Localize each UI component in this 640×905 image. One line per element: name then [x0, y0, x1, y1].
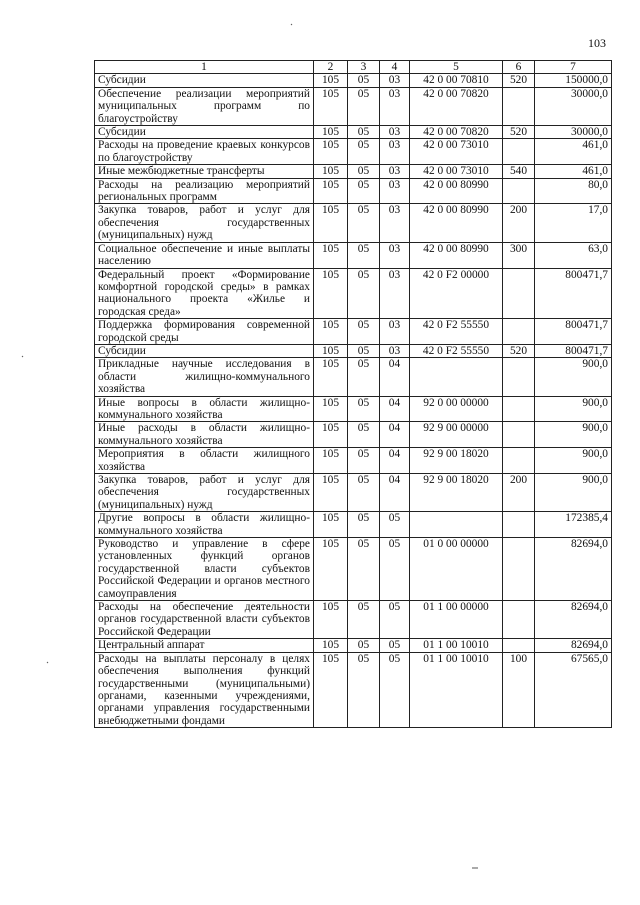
column-header: 3: [348, 61, 380, 74]
table-cell: 105: [314, 268, 348, 319]
table-cell: [410, 358, 503, 396]
table-row: [95, 139, 612, 165]
table-cell: [503, 87, 535, 125]
table-row: [95, 204, 612, 242]
table-row: [95, 242, 612, 268]
table-cell: [503, 178, 535, 204]
table-cell: [503, 268, 535, 319]
table-cell: 05: [348, 268, 380, 319]
table-cell: 05: [380, 601, 410, 639]
table-cell: 92 9 00 00000: [410, 422, 503, 448]
table-cell: 04: [380, 358, 410, 396]
table-cell: [503, 601, 535, 639]
table-cell: 30000,0: [535, 126, 612, 139]
table-row: [95, 268, 612, 319]
table-cell: 150000,0: [535, 74, 612, 87]
table-cell: 03: [380, 319, 410, 345]
table-cell: 63,0: [535, 242, 612, 268]
table-cell: 05: [348, 242, 380, 268]
table-row: [95, 601, 612, 639]
column-header: 1: [95, 61, 314, 74]
table-cell: 100: [503, 652, 535, 727]
table-cell: 03: [380, 178, 410, 204]
table-cell: 05: [348, 422, 380, 448]
table-cell: [503, 538, 535, 601]
scan-speck: [22, 356, 23, 357]
table-cell: 80,0: [535, 178, 612, 204]
table-cell: 05: [348, 538, 380, 601]
table-cell: 520: [503, 344, 535, 357]
table-cell: Иные межбюджетные трансферты: [95, 165, 314, 178]
table-cell: 900,0: [535, 448, 612, 474]
table-cell: 105: [314, 448, 348, 474]
table-cell: [503, 422, 535, 448]
table-cell: 01 1 00 10010: [410, 652, 503, 727]
table-cell: 105: [314, 178, 348, 204]
table-cell: 67565,0: [535, 652, 612, 727]
table-cell: [503, 512, 535, 538]
table-cell: 900,0: [535, 474, 612, 512]
column-header: 4: [380, 61, 410, 74]
table-cell: 01 1 00 10010: [410, 639, 503, 652]
table-row: [95, 538, 612, 601]
table-cell: 04: [380, 474, 410, 512]
table-cell: 900,0: [535, 422, 612, 448]
table-cell: 520: [503, 74, 535, 87]
table-cell: Поддержка формирования современной городской среды: [95, 319, 314, 345]
scan-speck: [291, 24, 292, 25]
table-cell: 105: [314, 358, 348, 396]
table-cell: Расходы на обеспечение деятельности органов государственной власти субъектов Российской Федерации: [95, 601, 314, 639]
table-cell: 82694,0: [535, 639, 612, 652]
table-cell: Прикладные научные исследования в области жилищно-коммунального хозяйства: [95, 358, 314, 396]
table-cell: 105: [314, 165, 348, 178]
table-row: [95, 178, 612, 204]
table-cell: 300: [503, 242, 535, 268]
table-cell: 42 0 00 70810: [410, 74, 503, 87]
table-cell: 42 0 00 73010: [410, 165, 503, 178]
table-cell: Расходы на проведение краевых конкурсов по благоустройству: [95, 139, 314, 165]
table-cell: [503, 396, 535, 422]
column-header: 6: [503, 61, 535, 74]
table-cell: 82694,0: [535, 601, 612, 639]
table-row: [95, 165, 612, 178]
table-cell: 105: [314, 601, 348, 639]
table-row: [95, 512, 612, 538]
table-cell: 800471,7: [535, 344, 612, 357]
table-cell: 17,0: [535, 204, 612, 242]
table-cell: Субсидии: [95, 344, 314, 357]
table-cell: 105: [314, 319, 348, 345]
table-cell: 800471,7: [535, 268, 612, 319]
table-cell: 05: [348, 396, 380, 422]
table-cell: Иные вопросы в области жилищно-коммунального хозяйства: [95, 396, 314, 422]
table-cell: 42 0 00 70820: [410, 126, 503, 139]
table-cell: 42 0 00 70820: [410, 87, 503, 125]
table-header-row: [95, 61, 612, 74]
column-header: 2: [314, 61, 348, 74]
table-cell: Расходы на реализацию мероприятий региональных программ: [95, 178, 314, 204]
table-cell: Социальное обеспечение и иные выплаты населению: [95, 242, 314, 268]
table-cell: 03: [380, 344, 410, 357]
table-cell: 42 0 F2 55550: [410, 319, 503, 345]
table-cell: Руководство и управление в сфере установленных функций органов государственной власти субъектов Российской Федерации и органов местного самоуправления: [95, 538, 314, 601]
table-cell: 05: [348, 358, 380, 396]
table-row: [95, 652, 612, 727]
table-cell: Обеспечение реализации мероприятий муниципальных программ по благоустройству: [95, 87, 314, 125]
table-row: [95, 422, 612, 448]
table-cell: 82694,0: [535, 538, 612, 601]
table-cell: 05: [380, 538, 410, 601]
table-cell: 105: [314, 538, 348, 601]
table-cell: [503, 639, 535, 652]
table-cell: 92 0 00 00000: [410, 396, 503, 422]
table-row: [95, 448, 612, 474]
table-cell: Мероприятия в области жилищного хозяйства: [95, 448, 314, 474]
table-cell: 05: [348, 639, 380, 652]
table-cell: 105: [314, 204, 348, 242]
table-row: [95, 639, 612, 652]
table-cell: Закупка товаров, работ и услуг для обеспечения государственных (муниципальных) нужд: [95, 204, 314, 242]
table-cell: 03: [380, 242, 410, 268]
table-cell: 05: [348, 74, 380, 87]
table-row: [95, 74, 612, 87]
table-cell: [503, 139, 535, 165]
table-cell: 05: [348, 601, 380, 639]
table-cell: 200: [503, 204, 535, 242]
table-row: [95, 344, 612, 357]
table-cell: 42 0 00 80990: [410, 178, 503, 204]
table-cell: [503, 358, 535, 396]
table-cell: 04: [380, 396, 410, 422]
table-cell: 172385,4: [535, 512, 612, 538]
table-cell: 42 0 F2 00000: [410, 268, 503, 319]
table-cell: Субсидии: [95, 74, 314, 87]
table-row: [95, 358, 612, 396]
budget-table: [94, 60, 612, 728]
table-cell: 05: [348, 178, 380, 204]
table-cell: 105: [314, 639, 348, 652]
page-number: 103: [588, 36, 606, 50]
table-cell: Закупка товаров, работ и услуг для обеспечения государственных (муниципальных) нужд: [95, 474, 314, 512]
table-cell: 92 9 00 18020: [410, 474, 503, 512]
table-cell: 105: [314, 87, 348, 125]
table-cell: 03: [380, 139, 410, 165]
table-cell: 05: [348, 126, 380, 139]
table-cell: 03: [380, 165, 410, 178]
table-cell: 105: [314, 139, 348, 165]
table-cell: 105: [314, 422, 348, 448]
table-cell: 03: [380, 87, 410, 125]
table-cell: 05: [348, 204, 380, 242]
table-cell: 03: [380, 126, 410, 139]
table-cell: 461,0: [535, 165, 612, 178]
table-cell: 01 0 00 00000: [410, 538, 503, 601]
table-cell: Иные расходы в области жилищно-коммунального хозяйства: [95, 422, 314, 448]
table-cell: 05: [348, 319, 380, 345]
table-cell: 03: [380, 204, 410, 242]
scan-speck: [47, 662, 48, 663]
table-row: [95, 126, 612, 139]
table-row: [95, 396, 612, 422]
table-cell: Центральный аппарат: [95, 639, 314, 652]
table-cell: 03: [380, 268, 410, 319]
table-cell: 800471,7: [535, 319, 612, 345]
table-cell: 520: [503, 126, 535, 139]
table-cell: 105: [314, 396, 348, 422]
table-cell: Расходы на выплаты персоналу в целях обеспечения выполнения функций государственными (муниципальными) органами, казенными учреждениями, органами управления государственными внебюджетными фондами: [95, 652, 314, 727]
table-cell: 42 0 F2 55550: [410, 344, 503, 357]
table-cell: 105: [314, 74, 348, 87]
table-cell: 05: [348, 87, 380, 125]
table-cell: 105: [314, 512, 348, 538]
table-cell: [410, 512, 503, 538]
table-cell: 05: [380, 639, 410, 652]
table-cell: 200: [503, 474, 535, 512]
table-cell: 105: [314, 242, 348, 268]
table-row: [95, 87, 612, 125]
table-cell: 05: [348, 344, 380, 357]
table-cell: 92 9 00 18020: [410, 448, 503, 474]
table-cell: 900,0: [535, 396, 612, 422]
table-cell: 05: [348, 165, 380, 178]
column-header: 5: [410, 61, 503, 74]
table-cell: 42 0 00 80990: [410, 242, 503, 268]
table-cell: 05: [348, 139, 380, 165]
table-cell: 30000,0: [535, 87, 612, 125]
table-cell: 04: [380, 422, 410, 448]
table-cell: [503, 319, 535, 345]
table-cell: [503, 448, 535, 474]
table-cell: Субсидии: [95, 126, 314, 139]
table-cell: 105: [314, 474, 348, 512]
table-cell: Другие вопросы в области жилищно-коммунального хозяйства: [95, 512, 314, 538]
table-cell: 05: [348, 512, 380, 538]
table-cell: 42 0 00 80990: [410, 204, 503, 242]
table-cell: 461,0: [535, 139, 612, 165]
table-cell: 05: [380, 512, 410, 538]
table-cell: 03: [380, 74, 410, 87]
table-row: [95, 474, 612, 512]
table-cell: 05: [348, 652, 380, 727]
table-row: [95, 319, 612, 345]
table-cell: 900,0: [535, 358, 612, 396]
table-cell: Федеральный проект «Формирование комфортной городской среды» в рамках национального проекта «Жилье и городская среда»: [95, 268, 314, 319]
column-header: 7: [535, 61, 612, 74]
table-cell: 105: [314, 344, 348, 357]
table-cell: 04: [380, 448, 410, 474]
table-cell: 05: [348, 474, 380, 512]
table-cell: 05: [380, 652, 410, 727]
table-cell: 540: [503, 165, 535, 178]
table-cell: 42 0 00 73010: [410, 139, 503, 165]
table-cell: 105: [314, 652, 348, 727]
table-cell: 105: [314, 126, 348, 139]
table-cell: 05: [348, 448, 380, 474]
table-cell: 01 1 00 00000: [410, 601, 503, 639]
